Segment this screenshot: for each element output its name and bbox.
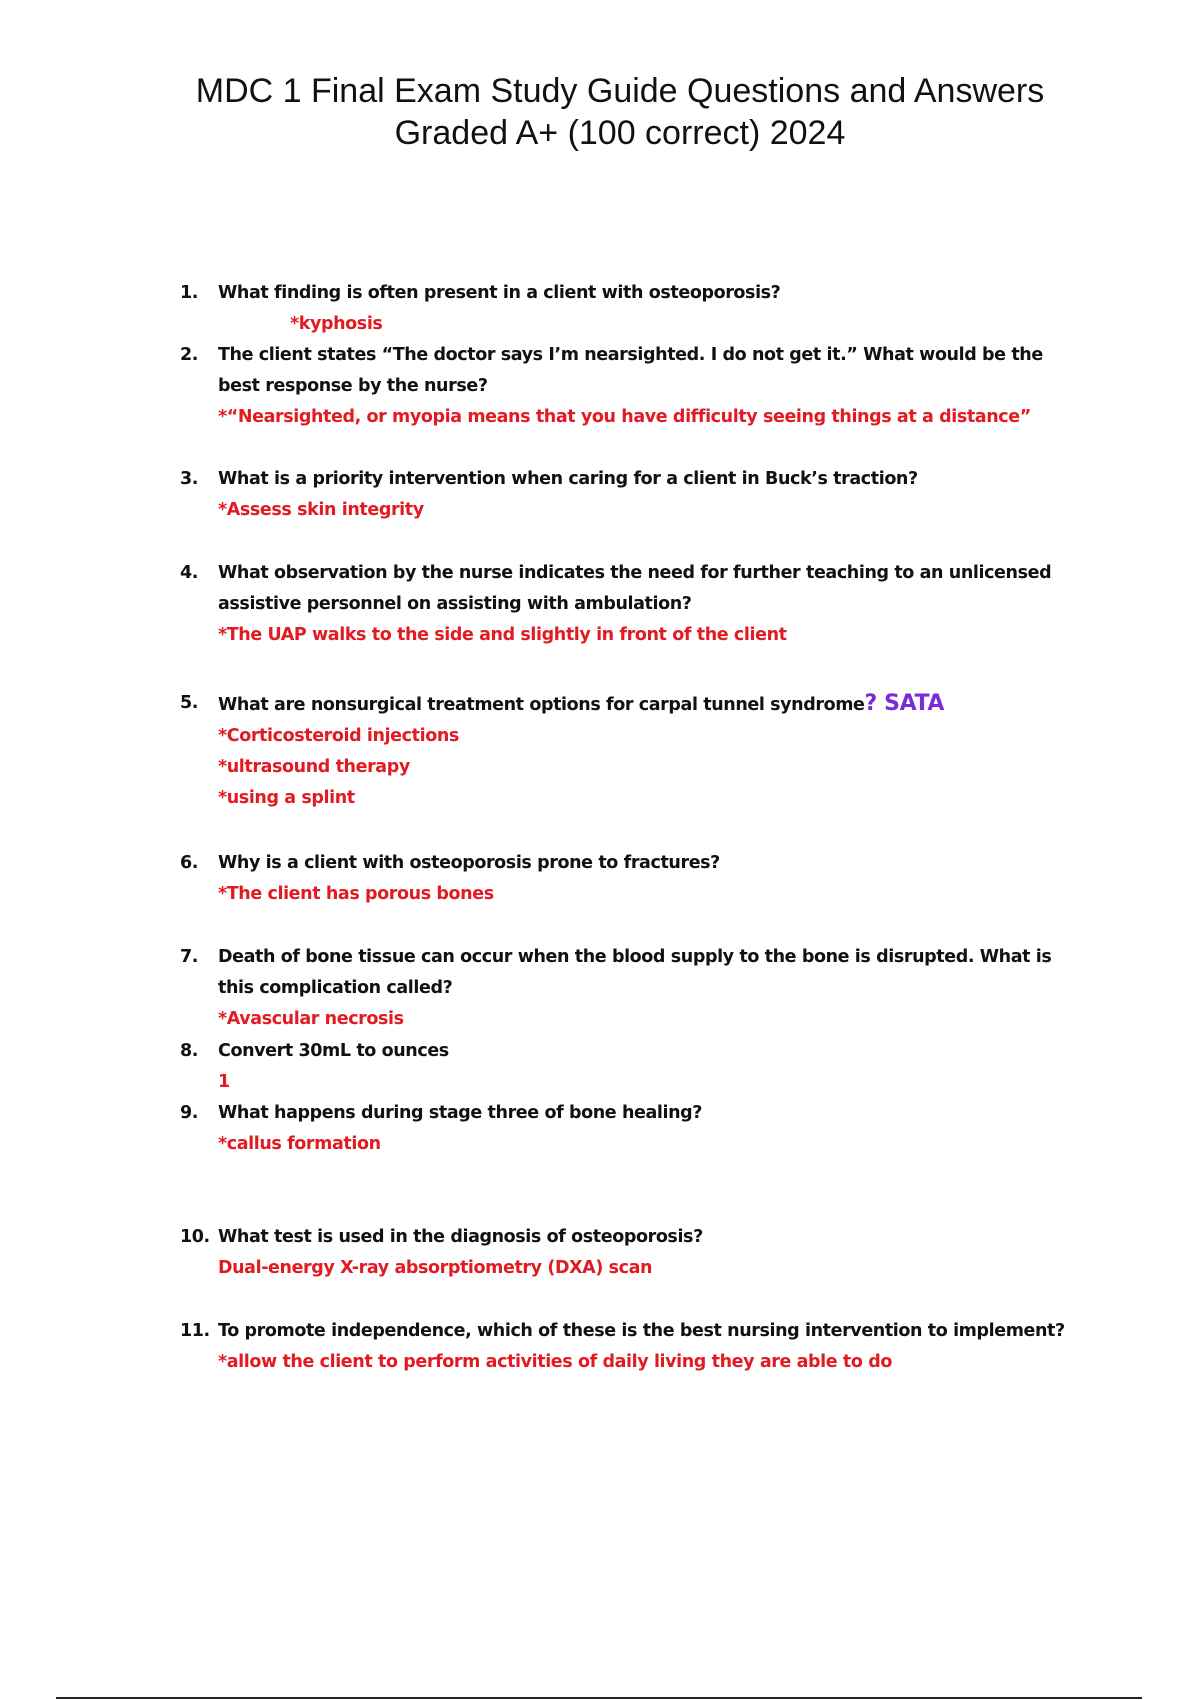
- question-text: The client states “The doctor says I’m nearsighted. I do not get it.” What would be the best response by the nurse?: [218, 345, 1043, 396]
- answer-text: *allow the client to perform activities of daily living they are able to do: [218, 1352, 892, 1372]
- question-item: [180, 688, 1080, 814]
- question-item: [180, 464, 1080, 526]
- question-number: 7.: [180, 947, 199, 967]
- title-line-1: MDC 1 Final Exam Study Guide Questions and Answers: [195, 72, 1045, 110]
- answer-text: *The UAP walks to the side and slightly in front of the client: [218, 625, 787, 645]
- answer-text: 1: [218, 1072, 230, 1092]
- question-text: What happens during stage three of bone healing?: [218, 1103, 703, 1123]
- question-number: 11.: [180, 1321, 210, 1341]
- question-item: [180, 848, 1080, 910]
- question-text: What finding is often present in a client with osteoporosis?: [218, 283, 781, 303]
- question-text: What observation by the nurse indicates the need for further teaching to an unlicensed assistive personnel on assisting with ambulation?: [218, 563, 1052, 614]
- question-item: [180, 1098, 1080, 1160]
- question-item: [180, 558, 1080, 651]
- page-title: [0, 70, 1200, 154]
- question-item: [180, 1222, 1080, 1284]
- answer-text: *using a splint: [218, 788, 355, 808]
- answer-text: *kyphosis: [290, 314, 383, 334]
- question-number: 4.: [180, 563, 199, 583]
- question-item: [180, 278, 1080, 340]
- question-text: What is a priority intervention when caring for a client in Buck’s traction?: [218, 469, 918, 489]
- question-number: 5.: [180, 693, 199, 713]
- answer-text: *ultrasound therapy: [218, 757, 410, 777]
- answer-text: *Assess skin integrity: [218, 500, 424, 520]
- question-item: [180, 1036, 1080, 1098]
- question-number: 9.: [180, 1103, 199, 1123]
- question-text: Convert 30mL to ounces: [218, 1041, 449, 1061]
- question-item: [180, 340, 1080, 433]
- question-number: 10.: [180, 1227, 210, 1247]
- question-item: [180, 942, 1080, 1035]
- answer-text: *Avascular necrosis: [218, 1009, 404, 1029]
- question-text: What are nonsurgical treatment options for carpal tunnel syndrome: [218, 695, 865, 715]
- answer-text: *Corticosteroid injections: [218, 726, 459, 746]
- question-number: 6.: [180, 853, 199, 873]
- question-item: [180, 1316, 1080, 1378]
- question-text: What test is used in the diagnosis of osteoporosis?: [218, 1227, 703, 1247]
- question-text: Why is a client with osteoporosis prone to fractures?: [218, 853, 720, 873]
- answer-text: *The client has porous bones: [218, 884, 494, 904]
- answer-text: *“Nearsighted, or myopia means that you have difficulty seeing things at a distance”: [218, 407, 1031, 427]
- page-bottom-divider: [56, 1697, 1142, 1699]
- sata-tag: ? SATA: [864, 691, 945, 716]
- question-number: 2.: [180, 345, 199, 365]
- answer-text: Dual-energy X-ray absorptiometry (DXA) scan: [218, 1258, 653, 1278]
- title-line-2: Graded A+ (100 correct) 2024: [394, 114, 846, 152]
- question-number: 3.: [180, 469, 199, 489]
- question-text: Death of bone tissue can occur when the blood supply to the bone is disrupted. What is this complication called?: [218, 947, 1052, 998]
- question-number: 8.: [180, 1041, 199, 1061]
- answer-text: *callus formation: [218, 1134, 381, 1154]
- question-text: To promote independence, which of these is the best nursing intervention to implement?: [218, 1321, 1065, 1341]
- question-number: 1.: [180, 283, 199, 303]
